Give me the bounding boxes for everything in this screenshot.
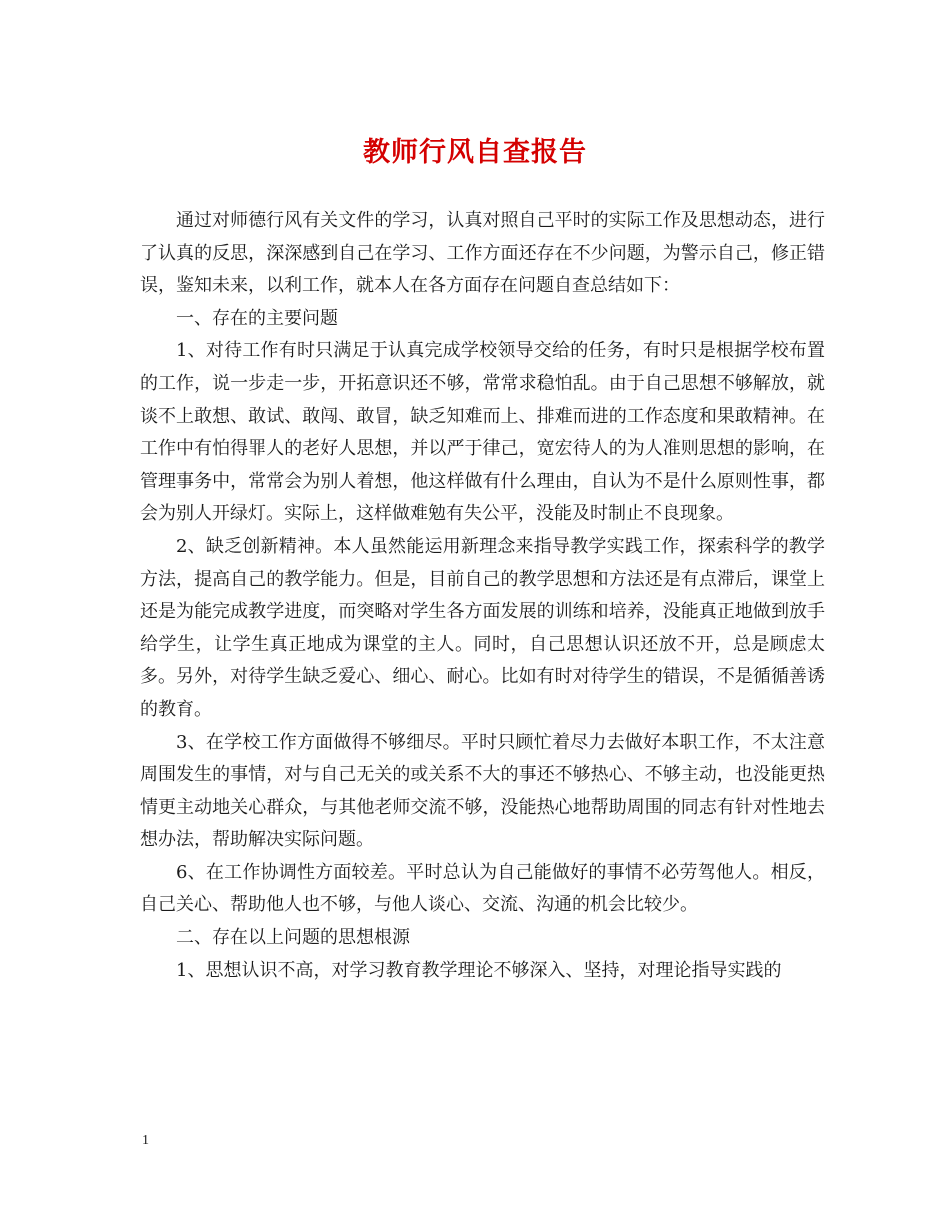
section-heading-problems: 一、存在的主要问题 (176, 307, 338, 329)
paragraph-problem-1: 1、对待工作有时只满足于认真完成学校领导交给的任务，有时只是根据学校布置的工作，说一步走一步，开拓意识还不够，常常求稳怕乱。由于自己思想不够解放，就谈不上敢想、敢试、敢闯、敢冒，缺乏知难而上、排难而进的工作态度和果敢精神。在工作中有怕得罪人的老好人思想，并以严于律己，宽宏待人的为人准则思想的影响，在管理事务中，常常会为别人着想，他这样做有什么理由，自认为不是什么原则性事，都会为别人开绿灯。实际上，这样做难勉有失公平，没能及时制止不良现象。 (140, 340, 825, 525)
page-number: 1 (142, 1133, 149, 1148)
paragraph-root-1: 1、思想认识不高，对学习教育教学理论不够深入、坚持，对理论指导实践的 (176, 959, 782, 981)
section-heading-roots: 二、存在以上问题的思想根源 (176, 927, 410, 949)
paragraph-intro: 通过对师德行风有关文件的学习，认真对照自己平时的实际工作及思想动态，进行了认真的反思，深深感到自己在学习、工作方面还存在不少问题，为警示自己，修正错误，鉴知未来，以利工作，就本人在各方面存在问题自查总结如下： (140, 210, 825, 297)
paragraph-problem-6: 6、在工作协调性方面较差。平时总认为自己能做好的事情不必劳驾他人。相反，自己关心、帮助他人也不够，与他人谈心、交流、沟通的机会比较少。 (140, 861, 825, 916)
paragraph-problem-3: 3、在学校工作方面做得不够细尽。平时只顾忙着尽力去做好本职工作，不太注意周围发生的事情，对与自己无关的或关系不大的事还不够热心、不够主动，也没能更热情更主动地关心群众，与其他老师交流不够，没能热心地帮助周围的同志有针对性地去想办法，帮助解决实际问题。 (140, 731, 825, 851)
paragraph-problem-2: 2、缺乏创新精神。本人虽然能运用新理念来指导教学实践工作，探索科学的教学方法，提高自己的教学能力。但是，目前自己的教学思想和方法还是有点滞后，课堂上还是为能完成教学进度，而突略对学生各方面发展的训练和培养，没能真正地做到放手给学生，让学生真正地成为课堂的主人。同时，自己思想认识还放不开，总是顾虑太多。另外，对待学生缺乏爱心、细心、耐心。比如有时对待学生的错误，不是循循善诱的教育。 (140, 535, 825, 720)
document-title: 教师行风自查报告 (363, 137, 587, 168)
document-body (140, 205, 825, 987)
